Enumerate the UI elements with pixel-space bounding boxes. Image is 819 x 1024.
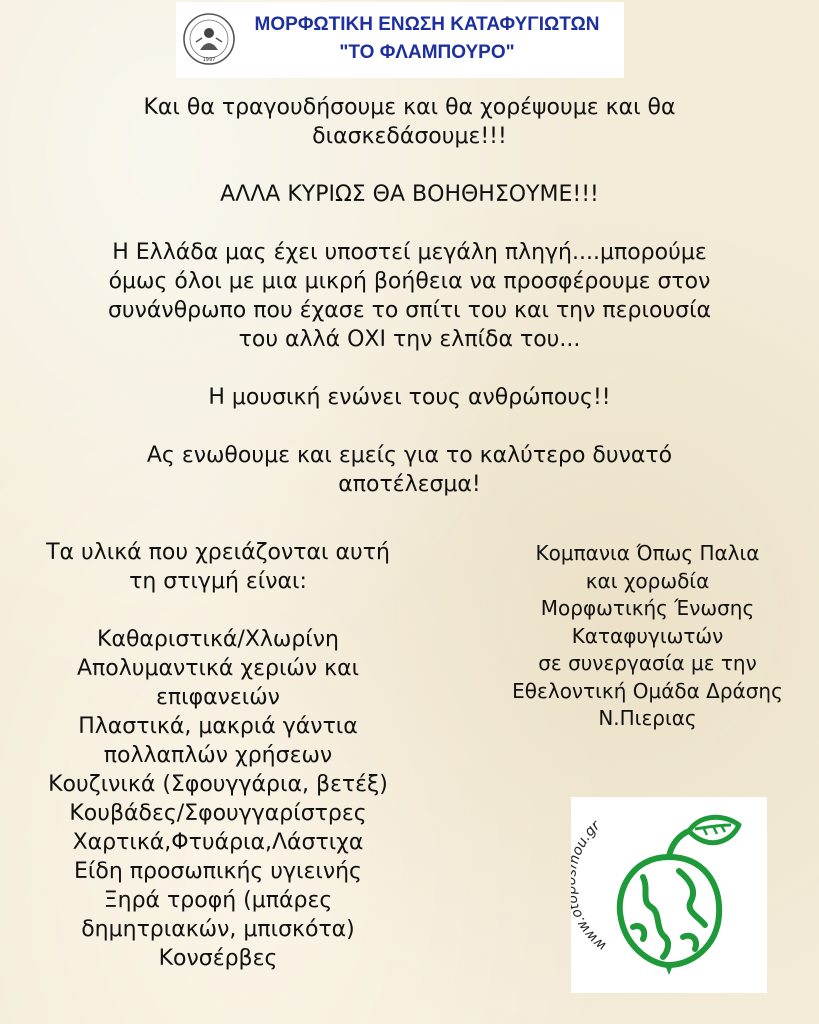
intro-line: συνάνθρωπο που έχασε το σπίτι του και την περιουσία	[107, 298, 712, 323]
organizer-line: σε συνεργασία με την	[538, 651, 757, 675]
intro-line: διασκεδάσουμε!!!	[312, 124, 507, 149]
association-title	[234, 11, 620, 67]
intro-line: όμως όλοι με μια μικρή βοήθεια να προσφέρουμε στον	[108, 269, 711, 294]
organizer-line: Μορφωτικής Ένωσης	[540, 596, 755, 620]
material-item: Κουζινικά (Σφουγγάρια, βετέξ)	[48, 772, 388, 797]
organizer-line: Καταφυγιωτών	[571, 623, 724, 648]
material-item: Χαρτικά,Φτυάρια,Λάστιχα	[72, 830, 364, 855]
title-line-1: ΜΟΡΦΩΤΙΚΗ ΕΝΩΣΗ ΚΑΤΑΦΥΓΙΩΤΩΝ	[254, 14, 600, 35]
organizer-line: και χορωδία	[585, 568, 710, 593]
material-item: δημητριακών, μπισκότα)	[81, 917, 355, 942]
material-item: Ξηρά τροφή (μπάρες	[103, 888, 333, 913]
material-item: Καθαριστικά/Χλωρίνη	[97, 627, 339, 652]
materials-heading: Τα υλικά που χρειάζονται αυτή	[46, 540, 390, 565]
material-item: επιφανειών	[156, 685, 280, 710]
intro-paragraph-5	[20, 441, 799, 499]
intro-line: Και θα τραγουδήσουμε και θα χορέψουμε και θα	[143, 95, 676, 120]
material-item: Πλαστικά, μακριά γάντια	[78, 714, 358, 739]
intro-line: αποτέλεσμα!	[338, 472, 481, 497]
intro-line: του αλλά ΟΧΙ την ελπίδα του...	[238, 327, 581, 352]
otoposmou-logo	[571, 797, 767, 993]
intro-text	[20, 93, 799, 528]
logo-url-text: www. u.gr	[572, 817, 610, 954]
material-item: Κονσέρβες	[158, 946, 278, 971]
material-item: Είδη προσωπικής υγιεινής	[74, 859, 362, 884]
intro-paragraph-3	[20, 238, 799, 354]
material-item: Απολυμαντικά χεριών και	[76, 656, 360, 681]
intro-line: Ας ενωθουμε και εμείς για το καλύτερο δυνατό	[146, 443, 673, 468]
material-item: πολλαπλών χρήσεων	[103, 743, 333, 768]
intro-paragraph-2	[20, 180, 799, 209]
materials-list	[8, 538, 428, 973]
intro-line: ΑΛΛΑ ΚΥΡΙΩΣ ΘΑ ΒΟΗΘΗΣΟΥΜΕ!!!	[220, 182, 599, 207]
organizer-line: Ν.Πιεριας	[598, 706, 697, 730]
materials-heading: τη στιγμή είναι:	[129, 569, 307, 594]
intro-paragraph-4	[20, 383, 799, 412]
header-banner	[176, 2, 624, 78]
organizers-block	[475, 540, 819, 733]
title-line-2: "ΤΟ ΦΛΑΜΠΟΥΡΟ"	[339, 42, 515, 63]
intro-line: Η Ελλάδα μας έχει υποστεί μεγάλη πληγή....μπορούμε	[112, 240, 707, 265]
organizer-line: Κομπανια Όπως Παλια	[535, 541, 760, 565]
intro-paragraph-1	[20, 93, 799, 151]
intro-line: Η μουσική ενώνει τους ανθρώπους!!	[208, 385, 611, 410]
seal-year: 1997	[202, 57, 216, 63]
material-item: Κουβάδες/Σφουγγαρίστρες	[69, 801, 367, 826]
association-seal-icon	[182, 12, 236, 66]
organizer-line: Εθελοντική Ομάδα Δράσης	[512, 678, 783, 703]
globe-leaf-logo-icon	[571, 797, 767, 993]
